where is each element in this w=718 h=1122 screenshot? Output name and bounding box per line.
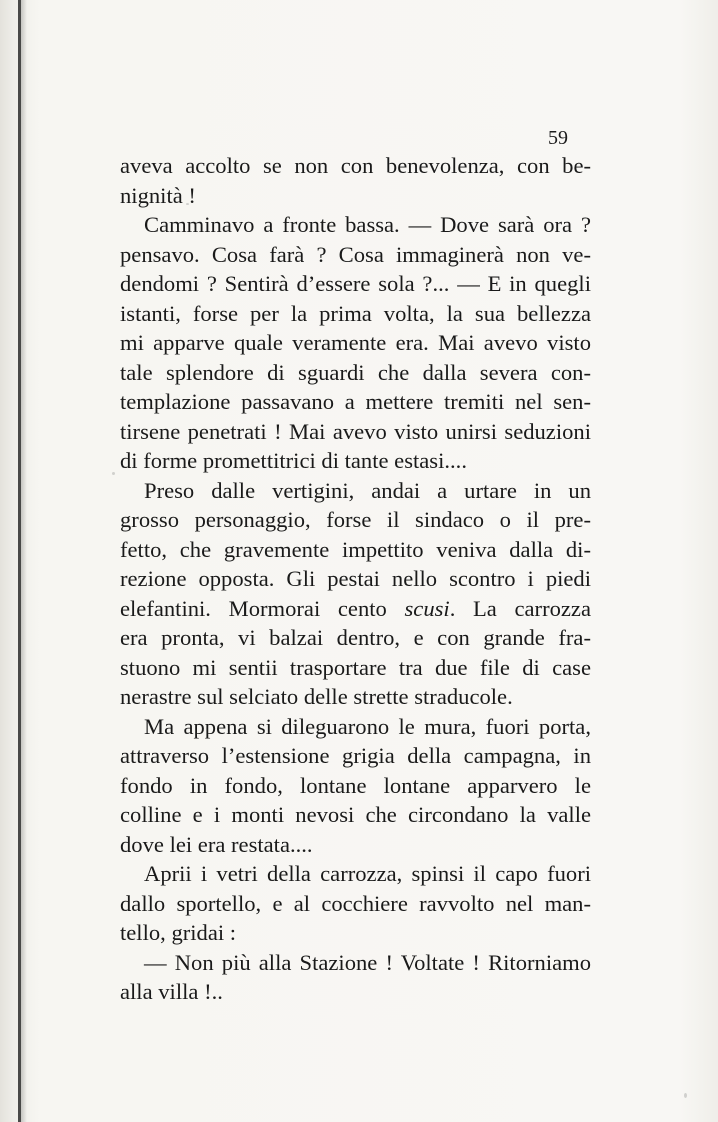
text-line: grosso personaggio, forse il sindaco o il pre-	[120, 507, 591, 532]
paper-speck	[186, 203, 189, 205]
text-line: era pronta, vi balzai dentro, e con grande fra-	[120, 625, 591, 650]
text-line: stuono mi sentii trasportare tra due file di case	[120, 654, 591, 680]
text-segment: . La carrozza	[449, 595, 591, 621]
text-line: fondo in fondo, lontane lontane apparvero le	[120, 772, 591, 798]
text-line: Ma appena si dileguarono le mura, fuori porta,	[144, 713, 591, 739]
text-line: colline e i monti nevosi che circondano la valle	[120, 802, 591, 827]
text-line	[120, 594, 591, 624]
text-line: — Non più alla Stazione ! Voltate ! Ritorniamo	[144, 949, 591, 975]
text-line: pensavo. Cosa farà ? Cosa immaginerà non ve-	[120, 241, 591, 267]
text-segment: elefantini. Mormorai cento	[120, 595, 405, 621]
text-line: mi apparve quale veramente era. Mai avevo visto	[120, 330, 591, 355]
text-line: Aprii i vetri della carrozza, spinsi il capo fuori	[144, 861, 591, 886]
body-text	[120, 151, 591, 1007]
text-line: alla villa !..	[120, 979, 223, 1004]
text-line: di forme promettitrici di tante estasi....	[120, 448, 467, 473]
text-line: tello, gridai :	[120, 920, 237, 945]
page-number: 59	[548, 127, 568, 149]
text-line: templazione passavano a mettere tremiti nel sen-	[120, 389, 591, 414]
text-line: fetto, che gravemente impettito veniva dalla di-	[120, 536, 591, 562]
text-line: tale splendore di sguardi che dalla severa con-	[120, 359, 591, 385]
text-line: nignità !	[120, 182, 196, 208]
text-line: attraverso l’estensione grigia della campagna, in	[120, 743, 591, 768]
text-line: tirsene penetrati ! Mai avevo visto unirsi seduzioni	[120, 418, 591, 444]
text-line: aveva accolto se non con benevolenza, con be-	[120, 153, 591, 178]
text-line: dendomi ? Sentirà d’essere sola ?... — E in quegli	[120, 271, 591, 296]
text-line: dallo sportello, e al cocchiere ravvolto nel man-	[120, 890, 591, 916]
italic-word: scusi	[404, 595, 450, 621]
paper-speck	[684, 1093, 687, 1098]
text-line: dove lei era restata....	[120, 831, 313, 857]
text-line: istanti, forse per la prima volta, la sua bellezza	[120, 300, 591, 326]
gutter-shadow	[21, 0, 27, 1122]
paper-speck	[112, 472, 115, 475]
text-line: Preso dalle vertigini, andai a urtare in un	[144, 477, 591, 503]
text-line: nerastre sul selciato delle strette straducole.	[120, 684, 513, 709]
text-line: Camminavo a fronte bassa. — Dove sarà ora ?	[144, 212, 591, 237]
text-line: rezione opposta. Gli pestai nello scontro i piedi	[120, 566, 591, 591]
